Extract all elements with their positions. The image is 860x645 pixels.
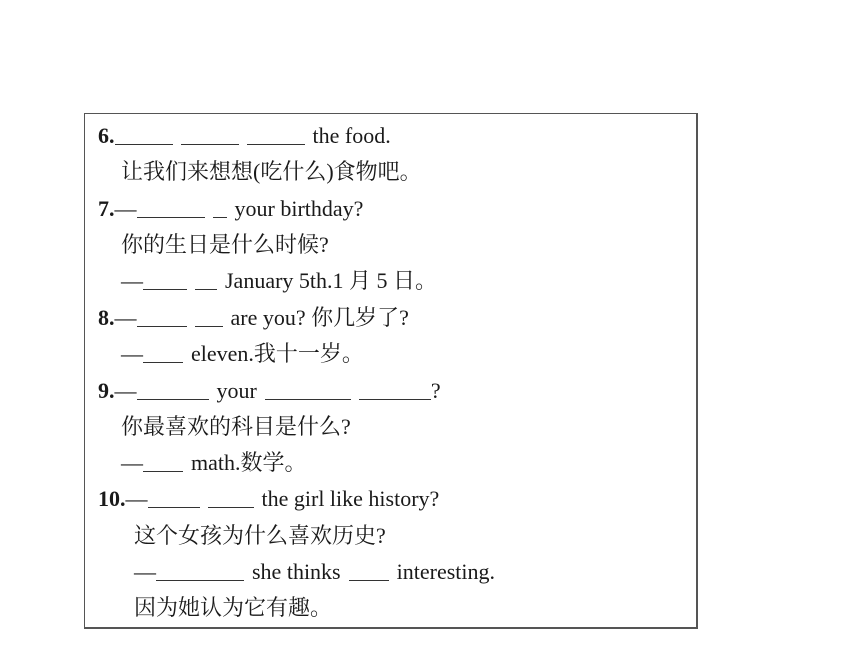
q9-text-end: ?	[430, 378, 441, 403]
q7-blank-1[interactable]	[137, 195, 205, 218]
q7-dash: —	[114, 196, 137, 221]
q9-translation: 你最喜欢的科目是什么?	[121, 414, 351, 439]
q8-blank-1[interactable]	[137, 304, 187, 327]
q10-blank-2[interactable]	[208, 485, 254, 508]
q10-dash: —	[125, 486, 148, 511]
q7-translation: 你的生日是什么时候?	[121, 232, 329, 257]
q8-dash: —	[114, 305, 137, 330]
q6-blank-2[interactable]	[181, 122, 239, 145]
q10-answer-blank-1[interactable]	[156, 558, 244, 581]
q7-text: your birthday?	[234, 196, 364, 221]
q7-answer-dash: —	[121, 268, 143, 293]
q6-line	[98, 118, 391, 154]
q10-blank-1[interactable]	[148, 485, 200, 508]
q9-line	[98, 373, 441, 409]
q7-answer-blank-1[interactable]	[143, 267, 187, 290]
q7-answer-text: January 5th.1 月 5 日。	[225, 268, 438, 293]
q10-answer-text-mid: she thinks	[252, 559, 341, 584]
q10-translation: 这个女孩为什么喜欢历史?	[134, 523, 386, 548]
q9-answer-dash: —	[121, 450, 143, 475]
q9-blank-2[interactable]	[265, 377, 351, 400]
q10-line	[98, 481, 439, 517]
q7-answer-line	[121, 263, 437, 299]
q8-answer-text: eleven.我十一岁。	[191, 341, 364, 366]
q8-blank-2[interactable]	[195, 304, 223, 327]
q7-line	[98, 191, 363, 227]
q10-answer-dash: —	[134, 559, 156, 584]
q7-number: 7.	[98, 196, 115, 221]
q9-answer-blank[interactable]	[143, 449, 183, 472]
q8-answer-line	[121, 336, 364, 372]
q10-answer-text-end: interesting.	[396, 559, 495, 584]
q8-line	[98, 300, 409, 336]
q9-blank-3[interactable]	[359, 377, 431, 400]
q10-answer-translation: 因为她认为它有趣。	[134, 595, 333, 620]
q6-translation: 让我们来想想(吃什么)食物吧。	[121, 159, 422, 184]
q8-answer-dash: —	[121, 341, 143, 366]
q8-answer-blank[interactable]	[143, 340, 183, 363]
q6-text: the food.	[312, 123, 391, 148]
q10-answer-blank-2[interactable]	[349, 558, 389, 581]
q10-answer-line	[134, 554, 495, 590]
q10-number: 10.	[98, 486, 126, 511]
q9-text-mid: your	[216, 378, 257, 403]
q6-blank-1[interactable]	[115, 122, 173, 145]
q9-number: 9.	[98, 378, 115, 403]
q9-answer-text: math.数学。	[191, 450, 307, 475]
q6-blank-3[interactable]	[247, 122, 305, 145]
q9-blank-1[interactable]	[137, 377, 209, 400]
q10-text: the girl like history?	[261, 486, 440, 511]
q9-answer-line	[121, 445, 307, 481]
q7-blank-2[interactable]	[213, 195, 227, 218]
q9-dash: —	[114, 378, 137, 403]
q6-number: 6.	[98, 123, 115, 148]
q8-number: 8.	[98, 305, 115, 330]
q7-answer-blank-2[interactable]	[195, 267, 217, 290]
q8-text: are you? 你几岁了?	[230, 305, 409, 330]
